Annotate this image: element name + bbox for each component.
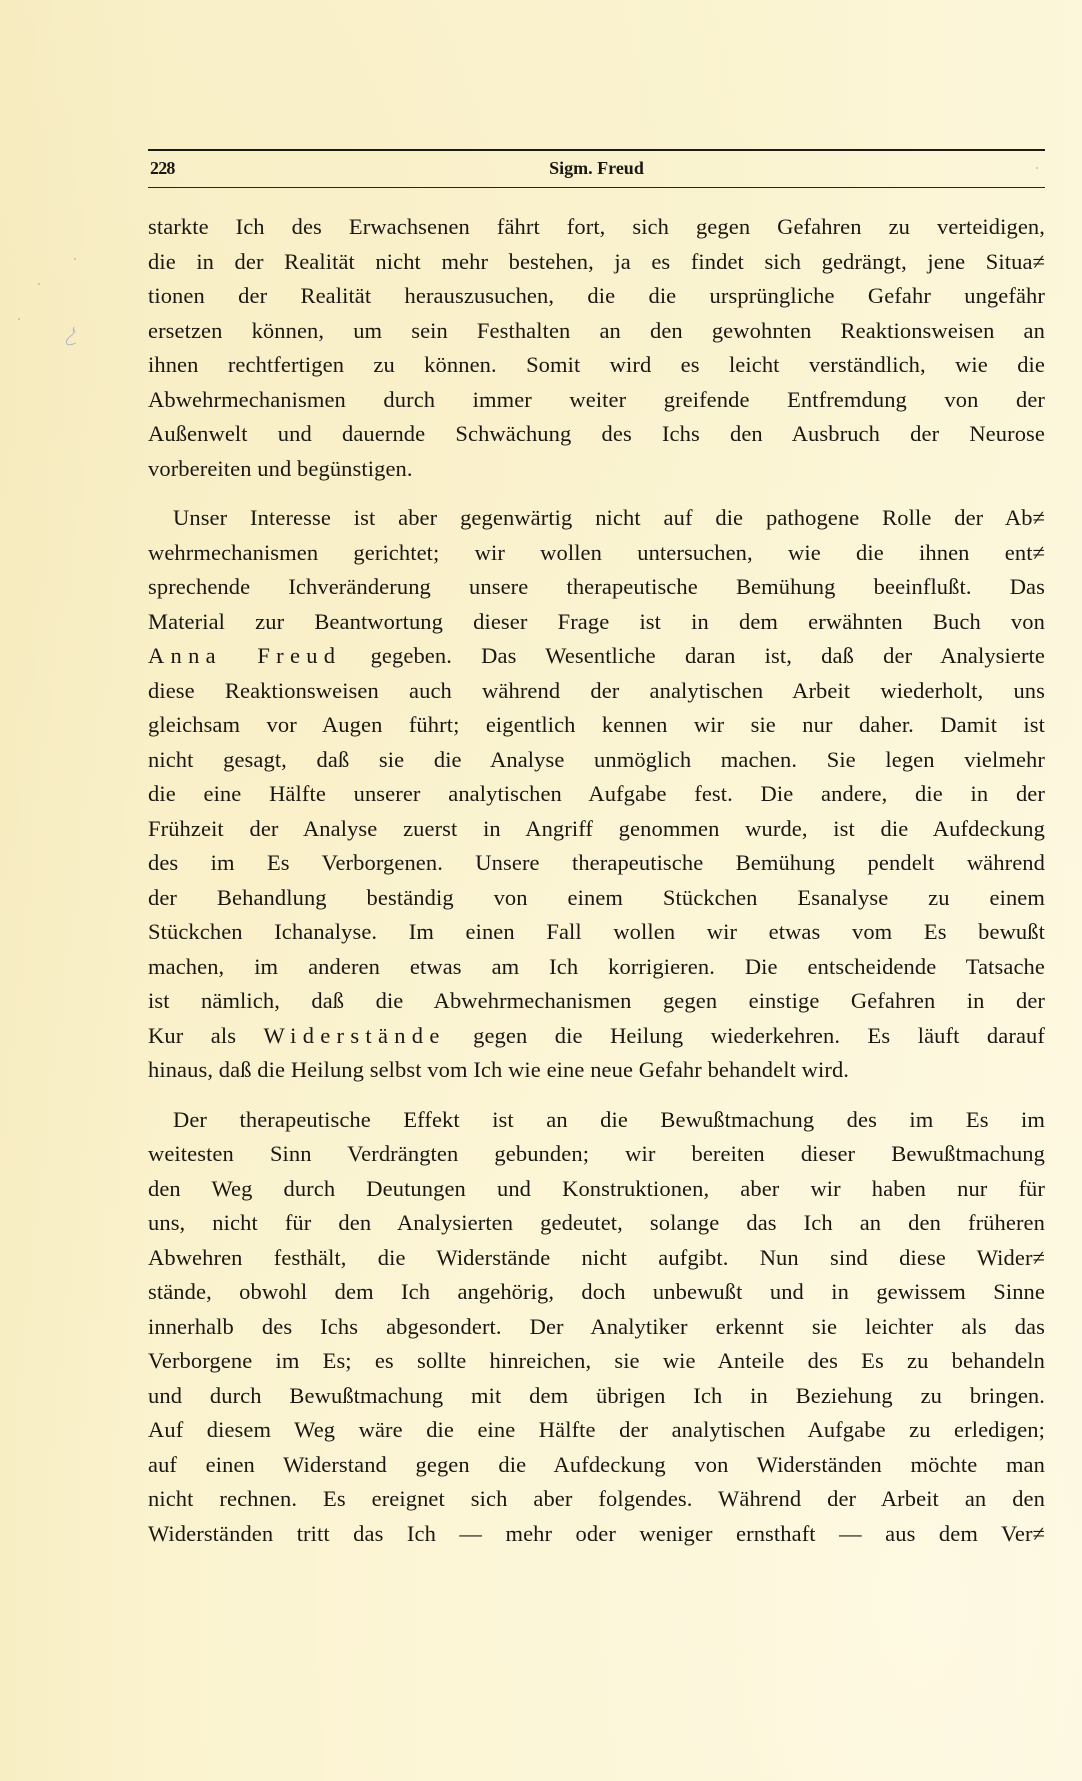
- text-line: nicht rechnen. Es ereignet sich aber folgendes. Während der Arbeit an den: [148, 1486, 1045, 1511]
- text-line: Verborgene im Es; es sollte hinreichen, sie wie Anteile des Es zu behandeln: [148, 1348, 1045, 1373]
- text-line: uns, nicht für den Analysierten gedeutet, solange das Ich an den früheren: [148, 1210, 1045, 1235]
- spaced-name-anna-freud: Anna Freud: [148, 643, 342, 668]
- text-line: ersetzen können, um sein Festhalten an den gewohnten Reaktionsweisen an: [148, 317, 1045, 343]
- text-run: Kur als: [148, 1022, 264, 1048]
- running-title: Sigm. Freud: [549, 158, 644, 178]
- text-line: hinaus, daß die Heilung selbst vom Ich wie eine neue Gefahr behandelt wird.: [148, 1057, 850, 1082]
- text-line: diese Reaktionsweisen auch während der analytischen Arbeit wiederholt, uns: [148, 677, 1045, 703]
- text-line: nicht gesagt, daß sie die Analyse unmöglich machen. Sie legen vielmehr: [148, 746, 1045, 772]
- text-line: sprechende Ichveränderung unsere therapeutische Bemühung beeinflußt. Das: [148, 574, 1045, 599]
- paragraph-3: [148, 1103, 1045, 1552]
- text-line: des im Es Verborgenen. Unsere therapeutische Bemühung pendelt während: [148, 850, 1045, 875]
- text-line: den Weg durch Deutungen und Konstruktionen, aber wir haben nur für: [148, 1175, 1045, 1201]
- body-text: [148, 210, 1045, 1551]
- paragraph-2: [148, 501, 1045, 1088]
- text-line: Stückchen Ichanalyse. Im einen Fall wollen wir etwas vom Es bewußt: [148, 919, 1045, 944]
- paper-speck: [1036, 167, 1038, 169]
- text-line: Auf diesem Weg wäre die eine Hälfte der analytischen Aufgabe zu erledigen;: [148, 1417, 1045, 1442]
- text-line: Material zur Beantwortung dieser Frage ist in dem erwähnten Buch von: [148, 608, 1045, 634]
- text-line: tionen der Realität herauszusuchen, die die ursprüngliche Gefahr ungefähr: [148, 283, 1045, 308]
- text-line: weitesten Sinn Verdrängten gebunden; wir bereiten dieser Bewußtmachung: [148, 1141, 1045, 1166]
- page-number: 228: [150, 158, 175, 178]
- text-line: und durch Bewußtmachung mit dem übrigen Ich in Beziehung zu bringen.: [148, 1382, 1045, 1408]
- paper-speck: [18, 318, 20, 320]
- text-run: gegeben. Das Wesentliche daran ist, daß der Analysierte: [341, 643, 1045, 668]
- header-rule-top: [148, 149, 1045, 151]
- text-line: Der therapeutische Effekt ist an die Bewußtmachung des im Es im: [173, 1106, 1045, 1132]
- text-line: wehrmechanismen gerichtet; wir wollen untersuchen, wie die ihnen ent≠: [148, 539, 1045, 565]
- text-line: Abwehrmechanismen durch immer weiter greifende Entfremdung von der: [148, 386, 1045, 412]
- text-line: ist nämlich, daß die Abwehrmechanismen gegen einstige Gefahren in der: [148, 988, 1045, 1013]
- paper-speck: [38, 283, 40, 285]
- text-line: vorbereiten und begünstigen.: [148, 455, 413, 481]
- text-line: der Behandlung beständig von einem Stückchen Esanalyse zu einem: [148, 884, 1045, 910]
- paper-speck: [74, 258, 76, 260]
- text-line: Widerständen tritt das Ich — mehr oder weniger ernsthaft — aus dem Ver≠: [148, 1520, 1045, 1546]
- text-line: Außenwelt und dauernde Schwächung des Ichs den Ausbruch der Neurose: [148, 421, 1045, 446]
- text-line: auf einen Widerstand gegen die Aufdeckung von Widerständen möchte man: [148, 1451, 1045, 1477]
- text-line: machen, im anderen etwas am Ich korrigieren. Die entscheidende Tatsache: [148, 953, 1045, 979]
- text-run: gegen die Heilung wiederkehren. Es läuft darauf: [445, 1022, 1045, 1048]
- text-line: Frühzeit der Analyse zuerst in Angriff genommen wurde, ist die Aufdeckung: [148, 815, 1045, 841]
- spaced-word-widerstaende: Widerstände: [263, 1022, 446, 1048]
- text-line: ihnen rechtfertigen zu können. Somit wird es leicht verständlich, wie die: [148, 352, 1045, 377]
- text-line: [148, 639, 1045, 674]
- text-line: starkte Ich des Erwachsenen fährt fort, sich gegen Gefahren zu verteidigen,: [148, 214, 1045, 239]
- pencil-mark-icon: [62, 325, 80, 349]
- text-line: die in der Realität nicht mehr bestehen, ja es findet sich gedrängt, jene Situa≠: [148, 248, 1045, 274]
- text-line: gleichsam vor Augen führt; eigentlich kennen wir sie nur daher. Damit ist: [148, 712, 1045, 737]
- text-line: die eine Hälfte unserer analytischen Aufgabe fest. Die andere, die in der: [148, 781, 1045, 806]
- text-line: stände, obwohl dem Ich angehörig, doch unbewußt und in gewissem Sinne: [148, 1279, 1045, 1304]
- text-line: [148, 1019, 1045, 1054]
- header-rule-bottom: [148, 187, 1045, 188]
- paragraph-1: [148, 210, 1045, 486]
- text-line: innerhalb des Ichs abgesondert. Der Analytiker erkennt sie leichter als das: [148, 1313, 1045, 1339]
- running-head: [148, 149, 1045, 189]
- text-line: Abwehren festhält, die Widerstände nicht aufgibt. Nun sind diese Wider≠: [148, 1244, 1045, 1270]
- text-line: Unser Interesse ist aber gegenwärtig nicht auf die pathogene Rolle der Ab≠: [173, 505, 1045, 530]
